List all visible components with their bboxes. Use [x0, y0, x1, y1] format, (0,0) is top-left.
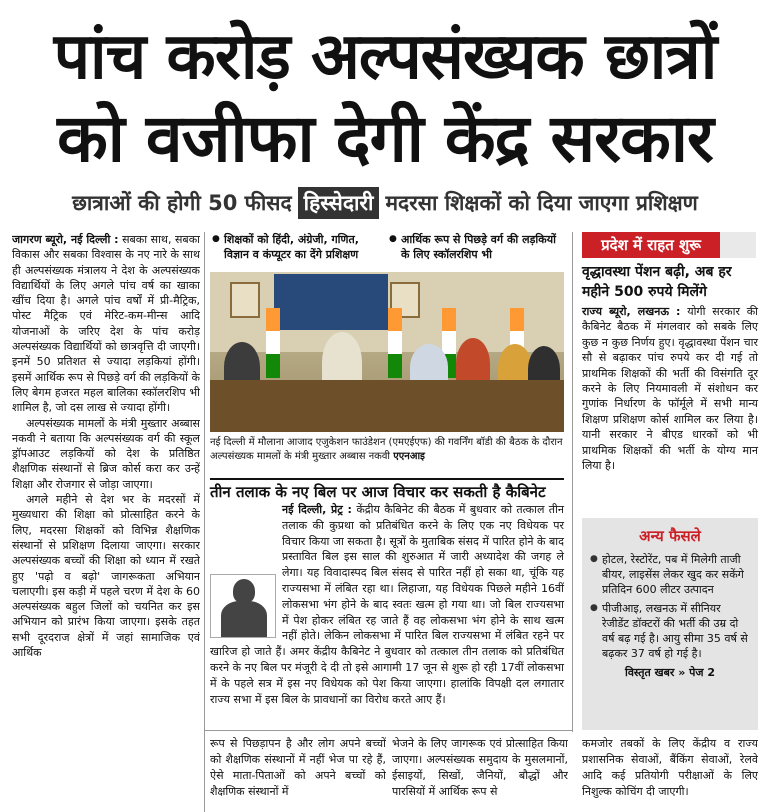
subhead-right: मदरसा शिक्षकों को दिया जाएगा प्रशिक्षण [385, 191, 698, 215]
section-divider [204, 730, 572, 731]
triple-talaq-dateline: नई दिल्ली, प्रेट्र : [282, 503, 352, 516]
main-story-para-1 [12, 232, 200, 416]
state-relief-dateline: राज्य ब्यूरो, लखनऊ : [582, 305, 681, 318]
silhouette-woman-icon [210, 574, 276, 638]
triple-talaq-headline: तीन तलाक के नए बिल पर आज विचार कर सकती है कैबिनेट [210, 478, 564, 502]
column-divider [572, 232, 573, 732]
main-story-continuation-3: कमजोर तबकों के लिए केंद्रीय व राज्य प्रशासनिक सेवाओं, बैंकिंग सेवाओं, रेलवे आदि कई प्रतियोगी परीक्षाओं के लिए निशुल्क कोचिंग दी जाएगी। [582, 737, 758, 798]
other-decisions-box [582, 518, 758, 730]
column-divider [204, 232, 205, 812]
triple-talaq-story [210, 502, 564, 707]
main-story-dateline: जागरण ब्यूरो, नई दिल्ली : [12, 233, 119, 246]
state-relief-text: योगी सरकार की कैबिनेट बैठक में मंगलवार को सबके लिए कुछ न कुछ निर्णय हुए। वृद्धावस्था पेंशन चार सौ से बढ़ाकर पांच रुपये कर दी गई तो प्राथमिक शिक्षकों की भर्ती की विसंगति दूर करने के लिए नियमावली में संशोधन कर गुणांक निर्धारण के फॉर्मूले में सभी मान्य शिक्षण प्रशिक्षण कोर्स शामिल कर लिया है। यानी सरकार ने बीएड धारकों को भी प्राथमिक शिक्षकों की भर्ती के योग्य मान लिया है। [582, 305, 758, 473]
other-decision-item: ● होटल, रेस्टोरेंट, पब में मिलेगी ताजी बीयर, लाइसेंस लेकर खुद कर सकेंगे प्रतिदिन 600 लीटर उत्पादन [590, 552, 750, 597]
bullet-item: ● आर्थिक रूप से पिछड़े वर्ग की लड़कियों के लिए स्कॉलरशिप भी [387, 232, 564, 264]
tag-accent [720, 232, 756, 258]
main-story-continuation-2: भेजने के लिए जागरूक एवं प्रोत्साहित किया जाएगा। अल्पसंख्यक समुदाय के मुसलमानों, ईसाइयों, सिखों, जैनियों, बौद्धों और पारसियों में आर्थिक रूप से [392, 737, 568, 798]
main-story-para-3: अगले महीने से देश भर के मदरसों में मुख्यधारा की शिक्षा को प्रोत्साहित करने के लिए, मदरसा शिक्षकों को विभिन्न शैक्षणिक संस्थानों से प्रशिक्षण दिलाया जाएगा। सरकार अल्पसंख्यक बच्चों की शिक्षा को ध्यान में रखते हुए 'पढ़ो व बढ़ो' जागरूकता अभियान चलाएगी। इस कड़ी में पहले चरण में देश के 60 अल्पसंख्यक बहुल जिलों को चयनित कर इस अभियान को प्रारंभ किया जाएगा। इसके तहत सभी दूरदराज क्षेत्रों में जहां सामाजिक एवं आर्थिक [12, 493, 200, 660]
main-headline-line-2: को वजीफा देगी केंद्र सरकार [57, 100, 713, 177]
highlight-bullets [210, 232, 564, 264]
state-relief-headline: वृद्धावस्था पेंशन बढ़ी, अब हर महीने 500 रुपये मिलेंगे [582, 264, 732, 300]
triple-talaq-text: केंद्रीय कैबिनेट की बैठक में बुधवार को तत्काल तीन तलाक की कुप्रथा को प्रतिबंधित करने के लिए एक नए विधेयक पर विचार किया जा सकता है। सूत्रों के मुताबिक संसद में पारित होने के बाद प्रस्तावित बिल इस साल की शुरुआत में जारी अध्यादेश की जगह ले लेगा। यह विवादास्पद बिल संसद से पारित नहीं हो सका था, चूंकि यह राज्यसभा में लंबित रहा था। लिहाजा, यह विधेयक पिछले महीने 16वीं लोकसभा भंग होने के बाद स्वतः खत्म हो गया था। जो बिल राज्यसभा में पेश होकर लंबित रह जाते हैं वह लोकसभा भंग होने के साथ खत्म नहीं होते। लेकिन लोकसभा में पारित बिल राज्यसभा में लंबित रहने पर खारिज हो जाते हैं। अमर केंद्रीय कैबिनेट ने बुधवार को तत्काल तीन तलाक को प्रतिबंधित करने के नए बिल पर मंजूरी दे दी तो इसे आगामी 17 जून से शुरू हो रही 17वीं लोकसभा में के पहले सत्र में इस नए विधेयक को पेश किया जाएगा। हालांकि विपक्षी दल लगातार राज्य सभा में इस बिल के प्रावधानों का विरोध करते आए हैं। [210, 503, 564, 706]
main-story-column [12, 232, 200, 812]
photo-caption [210, 436, 564, 464]
photo-credit: एएनआइ [393, 451, 425, 462]
other-decision-item: ● पीजीआइ, लखनऊ में सीनियर रेजीडेंट डॉक्टरों की भर्ती की उम्र दो वर्ष बढ़ गई है। आयु सीमा 35 वर्ष से बढ़कर 37 वर्ष हो गई है। [590, 601, 750, 661]
main-story-continuation-1: रूप से पिछड़ापन है और लोग अपने बच्चों को शैक्षणिक संस्थानों में नहीं भेज पा रहे हैं, ऐसे माता-पिताओं को अपने बच्चों को शैक्षणिक संस्थानों में [210, 737, 386, 798]
state-relief-tag: प्रदेश में राहत शुरू [582, 232, 720, 258]
bullet-item: ● शिक्षकों को हिंदी, अंग्रेजी, गणित, विज्ञान व कंप्यूटर का देंगे प्रशिक्षण [210, 232, 387, 264]
photo-caption-text: नई दिल्ली में मौलाना आजाद एजुकेशन फाउंडेशन (एमएईएफ) की गवर्निंग बॉडी की बैठक के दौरान अल्पसंख्यक मामलों के मंत्री मुख्तार अब्बास नकवी [210, 437, 563, 462]
main-story-para-1-text: सबका साथ, सबका विकास और सबका विश्वास के नए नारे के साथ ही अल्पसंख्यक मंत्रालय ने देश के अल्पसंख्यक विद्यार्थियों के लिए अगले पांच वर्ष का खाका खींच दिया है। अगले पांच वर्षों में प्री-मैट्रिक, पोस्ट मैट्रिक एवं मेरिट-कम-मीन्स आदि योजनाओं के जरिए देश के पांच करोड़ अल्पसंख्यक विद्यार्थियों को छात्रवृत्ति दी जाएगी। इनमें 50 प्रतिशत से ज्यादा लड़कियां होंगी। इसमें आर्थिक रूप से पिछड़े वर्ग की लड़कियों के लिए बेगम हजरत महल बालिका स्कॉलरशिप भी शामिल है, जो दस लाख से ज्यादा होंगी। [12, 233, 200, 415]
state-relief-body [582, 304, 758, 473]
main-story-para-2: अल्पसंख्यक मामलों के मंत्री मुख्तार अब्बास नकवी ने बताया कि अल्पसंख्यक वर्ग की स्कूल ड्रॉपआउट लड़कियों को देश के प्रतिष्ठित शैक्षणिक संस्थानों से ब्रिज कोर्स करा कर उन्हें शिक्षा और रोजगार से जोड़ा जाएगा। [12, 416, 200, 491]
other-decisions-title: अन्य फैसले [639, 527, 701, 545]
subhead-left: छात्राओं की होगी 50 फीसद [72, 191, 292, 215]
more-details-link[interactable]: विस्तृत खबर » पेज 2 [624, 666, 716, 679]
meeting-photo [210, 272, 564, 432]
subhead-highlight: हिस्सेदारी [298, 187, 380, 219]
subheadline [0, 186, 770, 220]
main-headline-line-1: पांच करोड़ अल्पसंख्यक छात्रों [53, 20, 717, 94]
